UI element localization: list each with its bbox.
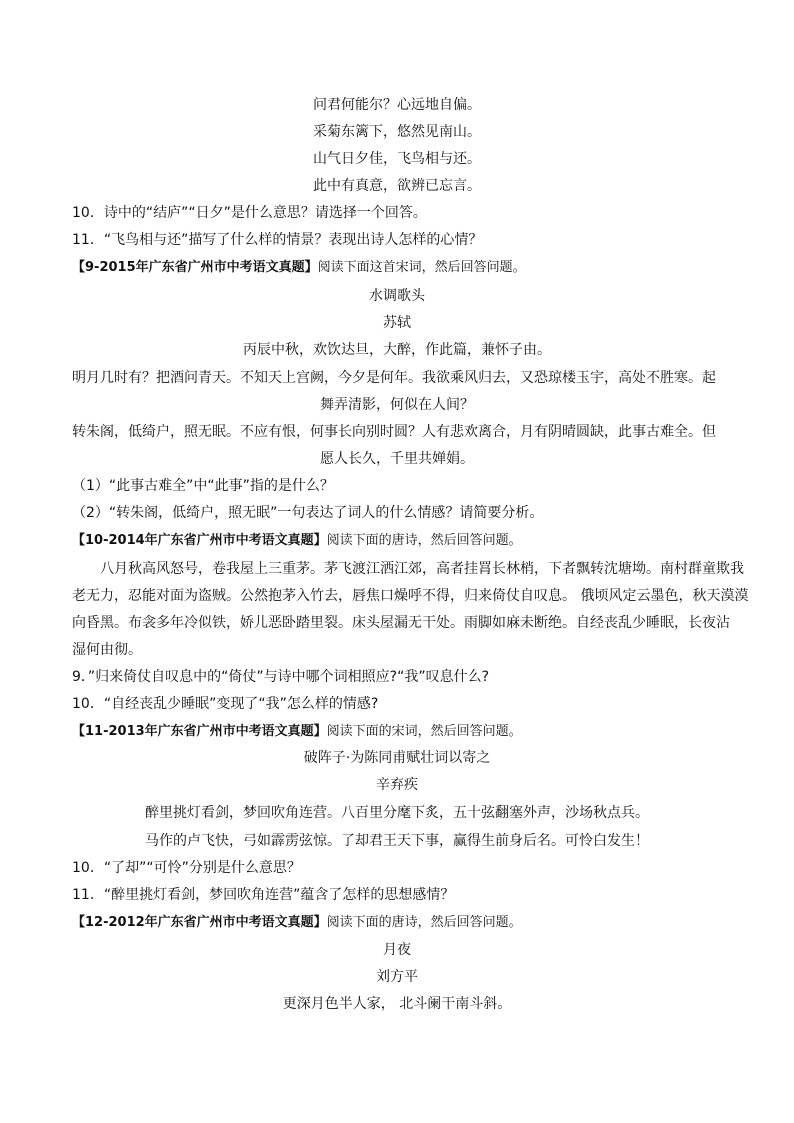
poem-preface: 丙辰中秋，欢饮达旦，大醉，作此篇，兼怀子由。 [243,342,551,358]
question: （1）“此事古难全”中“此事”指的是什么？ [72,478,334,494]
poem-author: 辛弃疾 [376,777,418,793]
poem-line: 山气日夕佳，飞鸟相与还。 [313,151,481,167]
poem-author: 苏轼 [383,315,411,331]
question: 11．“飞鸟相与还”描写了什么样的情景？表现出诗人怎样的心情？ [72,232,483,248]
poem-stanza-line: 舞弄清影，何似在人间？ [320,397,474,413]
question: （2）“转朱阁，低绮户，照无眠”一句表达了词人的什么情感？请简要分析。 [72,505,544,521]
section-header [72,909,722,936]
poem-title: 水调歌头 [369,288,425,304]
section-header [72,718,722,745]
poem-stanza-line: 转朱阁，低绮户，照无眠。不应有恨，何事长向别时圆？人有悲欢离合，月有阴晴圆缺，此事古难全。但 [72,424,716,440]
section-header-instruction: 阅读下面的唐诗，然后回答问题。 [326,533,522,548]
poem-prose-line: 老无力，忍能对面为盗贼。公然抱茅入竹去，唇焦口燥呼不得，归来倚仗自叹息。 俄顷风定云墨色，秋天漠漠 [72,588,749,604]
section-header-title: 【10-2014年广东省广州市中考语文真题】 [72,533,327,548]
section-header-title: 【12-2012年广东省广州市中考语文真题】 [72,915,327,930]
poem-title: 月夜 [383,942,411,958]
poem-stanza-line: 醉里挑灯看剑，梦回吹角连营。八百里分麾下炙，五十弦翻塞外声，沙场秋点兵。 [145,805,649,821]
poem-stanza-line: 愿人长久，千里共婵娟。 [320,451,474,467]
section-header-title: 【9-2015年广东省广州市中考语文真题】 [72,260,318,275]
question: 10．诗中的“结庐”“日夕”是什么意思？请选择一个回答。 [72,205,427,221]
question: 10．“了却”“可怜”分别是什么意思？ [72,860,301,876]
question: 11．“醉里挑灯看剑，梦回吹角连营”蕴含了怎样的思想感情？ [72,887,455,903]
poem-line: 采菊东篱下，悠然见南山。 [313,124,481,140]
poem-title: 破阵子·为陈同甫赋壮词以寄之 [303,750,491,766]
question: 9．”归来倚仗自叹息中的“倚仗”与诗中哪个词相照应?“我”叹息什么? [72,669,490,685]
section-header-instruction: 阅读下面的宋词，然后回答问题。 [326,724,522,739]
poem-stanza-line: 明月几时有？把酒问青天。不知天上宫阙，今夕是何年。我欲乘风归去，又恐琼楼玉宇，高处不胜寒。起 [72,370,716,386]
section-header [72,254,722,281]
poem-prose-line: 八月秋高风怒号，卷我屋上三重茅。茅飞渡江洒江郊，高者挂罥长林梢，下者飘转沈塘坳。南村群童欺我 [100,561,744,577]
poem-line: 此中有真意，欲辨已忘言。 [313,178,481,194]
poem-stanza-line: 更深月色半人家， 北斗阑干南斗斜。 [282,996,512,1012]
section-header-title: 【11-2013年广东省广州市中考语文真题】 [72,724,327,739]
section-header [72,527,722,554]
poem-author: 刘方平 [376,969,418,985]
section-header-instruction: 阅读下面的唐诗，然后回答问题。 [326,915,522,930]
poem-prose-line: 湿何由彻。 [72,642,142,658]
poem-prose-line: 向昏黑。布衾多年冷似铁，娇儿恶卧踏里裂。床头屋漏无干处。雨脚如麻未断绝。自经丧乱少睡眠，长夜沾 [72,615,730,631]
question: 10．“自经丧乱少睡眠”变现了“我”怎么样的情感? [72,696,379,712]
poem-stanza-line: 马作的卢飞快，弓如霹雳弦惊。了却君王天下事，赢得生前身后名。可怜白发生！ [145,833,649,849]
section-header-instruction: 阅读下面这首宋词，然后回答问题。 [317,260,526,275]
poem-line: 问君何能尔？心远地自偏。 [313,97,481,113]
